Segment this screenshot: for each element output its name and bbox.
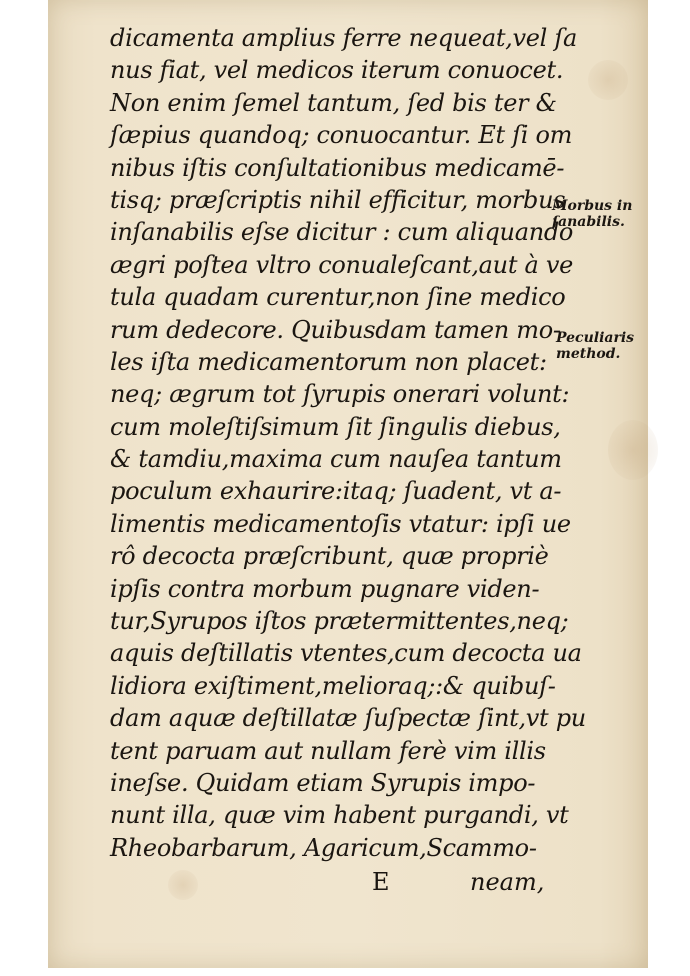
paper-stain [168, 870, 198, 900]
margin-note-peculiaris [556, 330, 634, 362]
book-page [48, 0, 648, 968]
text-line: ineſse. Quidam etiam Syrupis impo- [110, 768, 536, 797]
text-line: nunt illa, quæ vim habent purgandi, vt [110, 801, 569, 830]
margin-note-line: Morbus in [552, 198, 633, 214]
text-line: ægri poſtea vltro conualeſcant,aut à ve [110, 250, 574, 279]
paper-stain [608, 420, 658, 480]
text-line: Non enim ſemel tantum, ſed bis ter & [110, 88, 557, 117]
text-line: dicamenta amplius ferre nequeat,vel ſa [110, 24, 577, 52]
text-line: inſanabilis eſse dicitur : cum aliquando [110, 218, 574, 247]
body-text [110, 22, 610, 864]
margin-note-line: ſanabilis. [552, 214, 625, 230]
text-line: tisq; præſcriptis nihil efficitur, morbus [110, 185, 566, 214]
text-line: les iſta medicamentorum non placet: [110, 347, 547, 376]
text-line: poculum exhaurire:itaq; ſuadent, vt a- [110, 477, 562, 506]
text-line: rô decocta præſcribunt, quæ propriè [110, 542, 549, 571]
text-line: nus fiat, vel medicos iterum conuocet. [110, 56, 564, 85]
signature-mark: E [372, 868, 390, 896]
text-line: aquis deſtillatis vtentes,cum decocta ua [110, 639, 582, 668]
text-line: nibus iſtis conſultationibus medicamē- [110, 153, 565, 182]
text-line: ipſis contra morbum pugnare viden- [110, 574, 540, 603]
text-line: tula quadam curentur,non ſine medico [110, 283, 566, 312]
text-line: limentis medicamentoſis vtatur: ipſi ue [110, 509, 571, 538]
margin-note-morbus [552, 198, 632, 230]
text-line: rum dedecore. Quibusdam tamen mo- [110, 315, 561, 344]
catchword: neam, [470, 868, 545, 896]
text-line: Rheobarbarum, Agaricum,Scammo- [110, 833, 537, 862]
text-line: neq; ægrum tot ſyrupis onerari volunt: [110, 380, 570, 409]
text-line: tent paruam aut nullam ferè vim illis [110, 736, 546, 765]
text-line: lidiora exiſtiment,melioraq;:& quibuſ- [110, 671, 556, 700]
text-line: cum moleſtiſsimum ſit ſingulis diebus, [110, 412, 561, 441]
text-line: dam aquæ deſtillatæ ſuſpectæ ſint,vt pu [110, 704, 586, 733]
text-line: & tamdiu,maxima cum nauſea tantum [110, 445, 562, 474]
text-line: ſæpius quandoq; conuocantur. Et ſi om [110, 121, 573, 150]
text-line: tur,Syrupos iſtos prætermittentes,neq; [110, 607, 569, 636]
margin-note-line: Peculiaris [556, 330, 635, 346]
margin-note-line: method. [556, 346, 621, 362]
